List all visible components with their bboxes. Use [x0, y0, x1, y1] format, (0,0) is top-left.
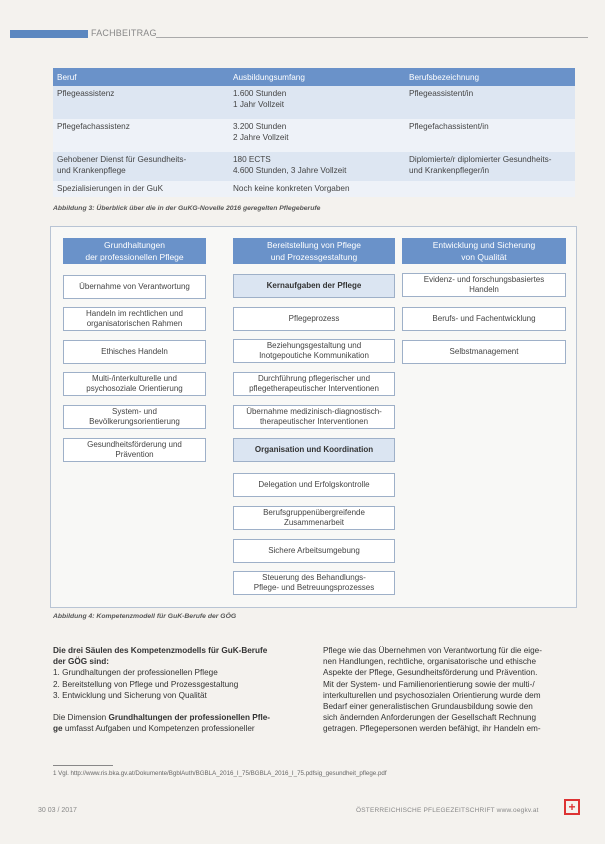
text-line: interkulturellen und psychosozialen Orientierung wurde dem [323, 690, 541, 700]
pillars-list [53, 667, 311, 701]
professions-table [53, 68, 575, 197]
body-left-column [53, 645, 311, 734]
text-line: Pflege wie das Übernehmen von Verantwortung für die eige- [323, 646, 542, 655]
box-text: pflegetherapeutischer Interventionen [249, 384, 379, 393]
text-line: Aspekte der Pflege, Gesundheitsförderung und Prävention. [323, 668, 538, 678]
box-text: Delegation und Erfolgskontrolle [258, 480, 370, 489]
table-cell [229, 86, 405, 119]
paragraph-heading [53, 645, 311, 667]
header-rule [156, 37, 588, 38]
competence-box [233, 473, 395, 497]
box-text: Berufsgruppenübergreifende [263, 508, 365, 517]
table-cell [229, 181, 405, 197]
list-item: 3. Entwicklung und Sicherung von Qualität [53, 690, 207, 700]
text: Die Dimension [53, 713, 109, 723]
table-row [53, 119, 575, 152]
cell-text: Pflegeassistent/in [409, 89, 474, 98]
box-text: Handeln [469, 285, 499, 294]
competence-box [402, 273, 566, 297]
box-text: Gesundheitsförderung und [87, 440, 182, 449]
cell-text: Pflegefachassistent/in [409, 122, 489, 131]
cell-text: Pflegefachassistenz [57, 122, 130, 131]
column-head-grundhaltungen [63, 238, 206, 264]
box-text: Pflegeprozess [288, 314, 340, 323]
table-cell [405, 119, 575, 152]
head-text: Entwicklung und Sicherung [432, 240, 536, 250]
column-header: Berufsbezeichnung [405, 68, 575, 86]
magazine-footer: ÖSTERREICHISCHE PFLEGEZEITSCHRIFT www.oegkv.at [356, 807, 539, 814]
box-text: Kernaufgaben der Pflege [266, 281, 362, 290]
competence-box [63, 372, 206, 396]
table-cell [229, 152, 405, 181]
competence-box [63, 307, 206, 331]
text: Grundhaltungen der professionellen Pfle- [108, 713, 271, 723]
cell-text: Gehobener Dienst für Gesundheits- [57, 155, 187, 164]
box-text: Steuerung des Behandlungs- [262, 573, 366, 582]
box-text: Zusammenarbeit [283, 518, 344, 527]
table-cell [405, 86, 575, 119]
box-text: Durchführung pflegerischer und [257, 374, 371, 383]
head-text: der professionellen Pflege [85, 252, 184, 262]
figure-caption: Abbildung 3: Überblick über die in der GuKG-Novelle 2016 geregelten Pflegeberufe [53, 205, 321, 212]
head-text: Bereitstellung von Pflege [266, 240, 362, 250]
cell-text: 4.600 Stunden, 3 Jahre Vollzeit [233, 166, 347, 175]
text-line: Mit der System- und Familienorientierung sowie der multi-/ [323, 679, 535, 689]
paragraph [53, 712, 311, 734]
figure-caption: Abbildung 4: Kompetenzmodell für GuK-Berufe der GÖG [53, 613, 237, 620]
box-text: organisatorischen Rahmen [86, 319, 183, 328]
cell-text: und Krankenpflege [57, 166, 126, 175]
footnote-rule [53, 765, 113, 766]
box-text: Pflege- und Betreuungsprozesses [253, 583, 375, 592]
cell-text: Spezialisierungen in der GuK [57, 184, 164, 193]
heading-text: der GÖG sind: [53, 657, 109, 667]
list-item: 1. Grundhaltungen der professionellen Pflege [53, 668, 218, 678]
competence-box [233, 405, 395, 429]
table-cell [53, 86, 229, 119]
header-accent-bar [10, 30, 88, 38]
table-cell [405, 152, 575, 181]
box-text: Sichere Arbeitsumgebung [268, 546, 360, 555]
head-text: von Qualität [461, 252, 507, 262]
cell-text: und Krankenpfleger/in [409, 166, 490, 175]
competence-box [233, 571, 395, 595]
cell-text: Pflegeassistenz [57, 89, 115, 98]
competence-box [63, 438, 206, 462]
cell-text: Diplomierte/r diplomierter Gesundheits- [409, 155, 552, 164]
competence-box [233, 307, 395, 331]
cell-text: 2 Jahre Vollzeit [233, 133, 289, 142]
head-text: Grundhaltungen [104, 240, 165, 250]
box-text: Prävention [115, 450, 154, 459]
table-cell [405, 181, 575, 197]
text-line: sich ändernden Anforderungen der Gesellschaft Rechnung [323, 713, 537, 723]
table-header-row [53, 68, 575, 86]
box-text: Selbstmanagement [449, 347, 519, 356]
box-text: Ethisches Handeln [101, 347, 168, 356]
box-text: Berufs- und Fachentwicklung [432, 314, 536, 323]
text-line: nen Handlungen, rechtliche, organisatorische und ethische [323, 657, 537, 667]
box-text: Beziehungsgestaltung und [266, 341, 362, 350]
box-text: Bevölkerungsorientierung [89, 417, 180, 426]
box-text: psychosoziale Orientierung [86, 384, 183, 393]
text-line: Bedarf einer generalistischen Grundausbildung sowie den [323, 702, 533, 712]
cell-text: 1 Jahr Vollzeit [233, 100, 284, 109]
competence-box [233, 506, 395, 530]
cross-logo-icon: + [564, 799, 580, 815]
box-text: Übernahme von Verantwortung [79, 282, 190, 291]
column-header: Ausbildungsumfang [229, 68, 405, 86]
heading-text: Die drei Säulen des Kompetenzmodells für GuK-Berufe [53, 646, 268, 655]
table-row [53, 152, 575, 181]
competence-box [233, 539, 395, 563]
box-text: Organisation und Koordination [254, 445, 374, 454]
box-text: Multi-/interkulturelle und [92, 374, 177, 383]
competence-box-highlight [233, 274, 395, 298]
list-item: 2. Bereitstellung von Pflege und Prozessgestaltung [53, 679, 239, 689]
cell-text: 180 ECTS [233, 155, 271, 164]
page-number: 30 03 / 2017 [38, 807, 77, 814]
paragraph [323, 645, 575, 735]
competence-box [233, 372, 395, 396]
competence-box-highlight [233, 438, 395, 462]
box-text: therapeutischer Interventionen [259, 417, 369, 426]
box-text: Evidenz- und forschungsbasiertes [423, 275, 545, 284]
column-head-bereitstellung [233, 238, 395, 264]
text: umfasst Aufgaben und Kompetenzen professioneller [62, 724, 255, 734]
box-text: Übernahme medizinisch-diagnostisch- [246, 407, 382, 416]
cell-text: 3.200 Stunden [233, 122, 287, 131]
competence-box [63, 405, 206, 429]
cell-text: 1.600 Stunden [233, 89, 287, 98]
competence-box [233, 339, 395, 363]
footnote: 1 Vgl. http://www.ris.bka.gv.at/Dokumente/BgblAuth/BGBLA_2016_I_75/BGBLA_2016_I_75.pdfsig_gesundheit_pflege.pdf [53, 770, 387, 777]
competence-model [50, 226, 577, 608]
table-cell [53, 181, 229, 197]
text: ge [53, 724, 63, 734]
table-cell [229, 119, 405, 152]
cell-text: Noch keine konkreten Vorgaben [233, 184, 350, 193]
head-text: und Prozessgestaltung [270, 252, 358, 262]
table-row [53, 181, 575, 197]
competence-box [402, 307, 566, 331]
body-right-column [323, 645, 575, 735]
section-label: FACHBEITRAG [91, 28, 157, 38]
competence-box [63, 340, 206, 364]
box-text: Handeln im rechtlichen und [86, 309, 183, 318]
competence-box [63, 275, 206, 299]
competence-box [402, 340, 566, 364]
text-line: getragen. Pflegepersonen werden befähigt, ihr Handeln em- [323, 724, 541, 734]
table-cell [53, 152, 229, 181]
column-header: Beruf [53, 68, 229, 86]
box-text: System- und [112, 407, 157, 416]
box-text: Inotgepoutiche Kommunikation [259, 351, 369, 360]
table-row [53, 86, 575, 119]
table-cell [53, 119, 229, 152]
column-head-qualitaet [402, 238, 566, 264]
